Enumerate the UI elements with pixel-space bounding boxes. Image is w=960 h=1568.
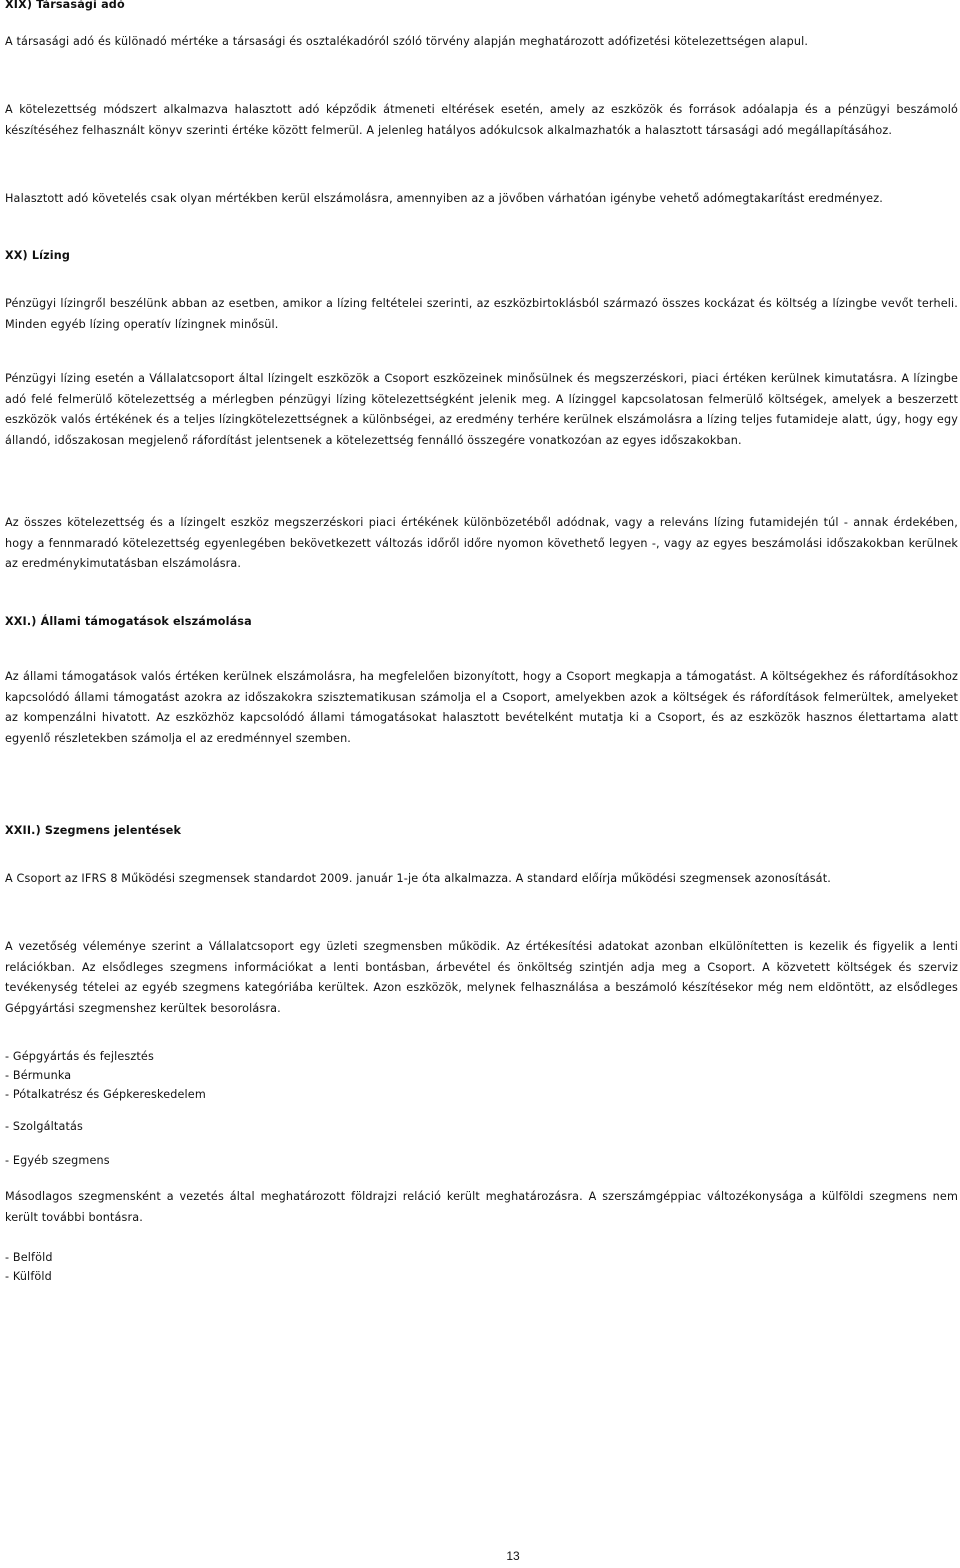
list-item: - Belföld: [5, 1251, 53, 1264]
list-item: - Szolgáltatás: [5, 1120, 83, 1133]
paragraph: A Csoport az IFRS 8 Működési szegmensek standardot 2009. január 1-je óta alkalmazza. A standard előírja működési szegmensek azonosítását.: [5, 872, 831, 885]
list-item: - Egyéb szegmens: [5, 1154, 110, 1167]
paragraph: A kötelezettség módszert alkalmazva halasztott adó képződik átmeneti eltérések esetén, amely az eszközök és források adóalapja és a pénzügyi beszámoló készítéséhez felhasznált könyv szerinti értéke között felmerül. A jelenleg hatályos adókulcsok alkalmazhatók a halasztott társasági adó megállapításához.: [5, 103, 958, 137]
paragraph: Az állami támogatások valós értéken kerülnek elszámolásra, ha megfelelően bizonyított, hogy a Csoport megkapja a támogatást. A költségekhez és ráfordításokhoz kapcsolódó állami támogatást azokra az időszakokra szisztematikusan számolja el a Csoport, amelyekben azok a költségek és ráfordítások felmerültek, amelyeket az kompenzálni hivatott. Az eszközhöz kapcsolódó állami támogatásokat halasztott bevételként mutatja ki a Csoport, és az eszközök hasznos élettartama alatt egyenlő részletekben számolja el az eredménnyel szemben.: [5, 670, 958, 745]
paragraph: Halasztott adó követelés csak olyan mértékben kerül elszámolásra, amennyiben az a jövőben várhatóan igénybe vehető adómegtakarítást eredményez.: [5, 192, 883, 205]
paragraph: A vezetőség véleménye szerint a Vállalatcsoport egy üzleti szegmensben működik. Az értékesítési adatokat azonban elkülönítetten is kezelik és figyelik a lenti relációkban. Az elsődleges szegmens információkat a lenti bontásban, árbevétel és önköltség szintjén adja meg a Csoport. A közvetett költségek és szerviz tevékenység tételei az egyéb szegmens kategóriába kerültek. Azon eszközök, melynek felhasználása a beszámoló készítésekor még nem eldöntött, az elsődleges Gépgyártási szegmenshez kerültek besorolásra.: [5, 940, 958, 1015]
paragraph: Másodlagos szegmensként a vezetés által meghatározott földrajzi reláció került meghatározásra. A szerszámgéppiac változékonysága a külföldi szegmens nem került további bontásra.: [5, 1190, 958, 1224]
paragraph: Pénzügyi lízing esetén a Vállalatcsoport által lízingelt eszközök a Csoport eszközeinek minősülnek és megszerzéskori, piaci értéken kerülnek kimutatásra. A lízingbe adó felé felmerülő kötelezettség a mérlegben pénzügyi lízing kötelezettségként jelenik meg. A lízinggel kapcsolatosan felmerülő költségek, amelyek a beszerzett eszközök valós értékének és a teljes lízingkötelezettségnek a különbségei, az eredmény terhére kerülnek elszámolásra a lízing teljes futamideje alatt, úgy, hogy egy állandó, időszakosan megjelenő ráfordítást jelentsenek a kötelezettség fennálló összegére vonatkozóan az egyes időszakokban.: [5, 372, 958, 447]
paragraph: Pénzügyi lízingről beszélünk abban az esetben, amikor a lízing feltételei szerinti, az eszközbirtoklásból származó összes kockázat és költség a lízingbe vevőt terheli. Minden egyéb lízing operatív lízingnek minősül.: [5, 297, 958, 331]
list-item: - Külföld: [5, 1270, 52, 1283]
segment-list-primary: [5, 1047, 958, 1104]
section-heading-allami-tamogatasok: XXI.) Állami támogatások elszámolása: [5, 615, 252, 628]
section-heading-lizing: XX) Lízing: [5, 249, 71, 262]
paragraph: A társasági adó és különadó mértéke a társasági és osztalékadóról szóló törvény alapján meghatározott adófizetési kötelezettségen alapul.: [5, 35, 809, 48]
segment-list-geographic: [5, 1248, 958, 1286]
segment-list-other: [5, 1151, 958, 1172]
list-item: - Gépgyártás és fejlesztés: [5, 1050, 154, 1063]
section-heading-szegmens-jelentesek: XXII.) Szegmens jelentések: [5, 824, 182, 837]
list-item: - Pótalkatrész és Gépkereskedelem: [5, 1088, 206, 1101]
segment-list-services: [5, 1117, 958, 1138]
paragraph: Az összes kötelezettség és a lízingelt eszköz megszerzéskori piaci értékének különbözetéből adódnak, vagy a releváns lízing futamidején túl - annak érdekében, hogy a fennmaradó kötelezettség egyenlegében bekövetkezett változás időről időre nyomon követhető legyen -, vagy az egyes beszámolási időszakokban kerülnek az eredménykimutatásban elszámolásra.: [5, 516, 958, 570]
section-heading-tarsasagi-ado: XIX) Társasági adó: [5, 0, 125, 11]
page-number: 13: [506, 1549, 520, 1563]
list-item: - Bérmunka: [5, 1069, 72, 1082]
